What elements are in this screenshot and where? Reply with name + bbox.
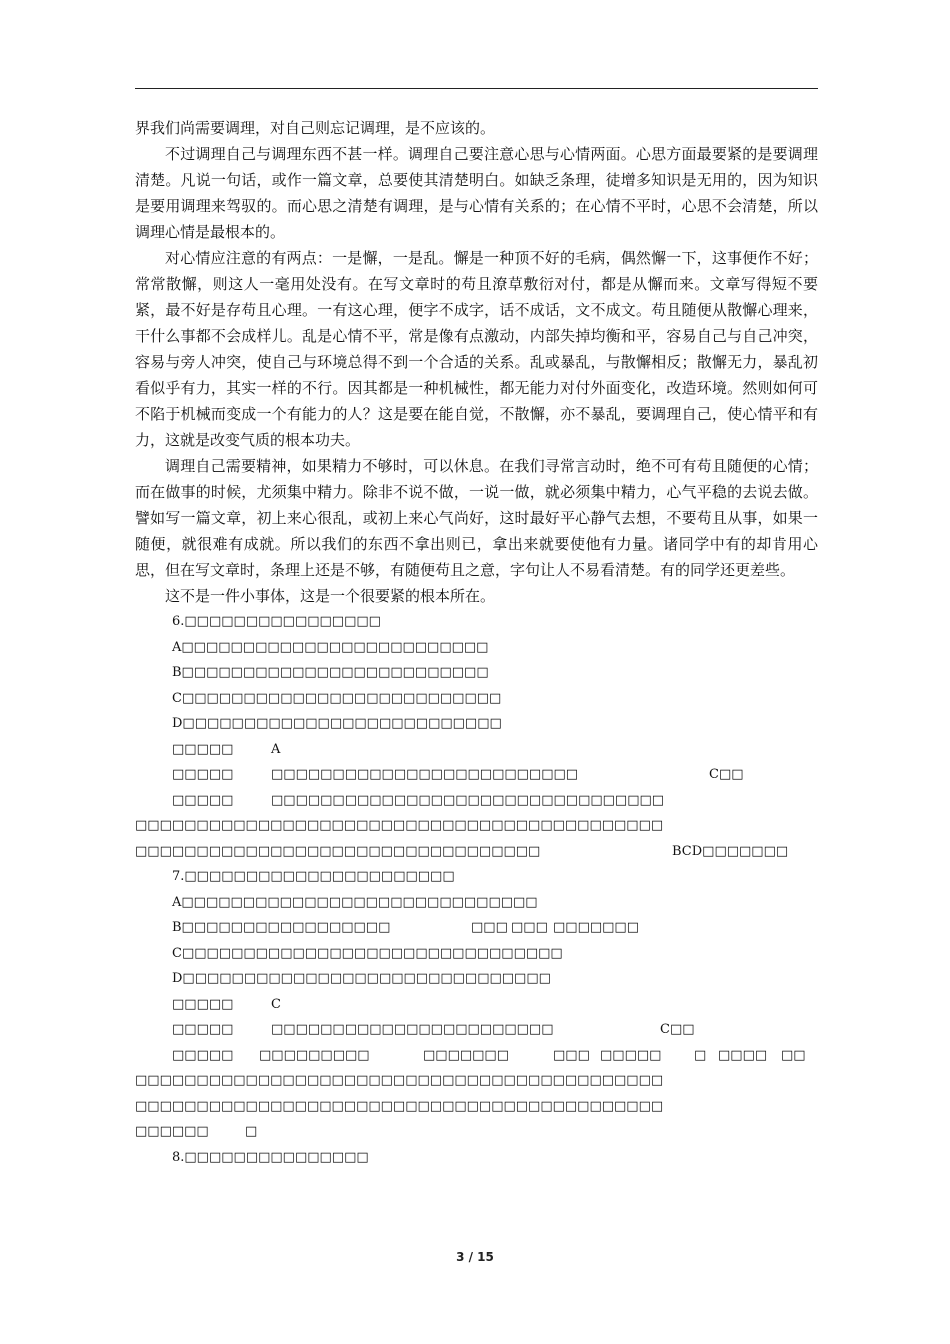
analysis-text: □□□□□□□□□□□□□□□□□□□□□□□□□ bbox=[271, 767, 579, 782]
question-7-explanation bbox=[135, 1043, 818, 1069]
question-6-option-c: C□□□□□□□□□□□□□□□□□□□□□□□□□□ bbox=[172, 690, 502, 706]
question-7-option-c: C□□□□□□□□□□□□□□□□□□□□□□□□□□□□□□□ bbox=[172, 945, 563, 961]
explain-line4-b: □ bbox=[245, 1124, 258, 1139]
analysis-mark: C□□ bbox=[660, 1022, 695, 1037]
explain-part-5: □ bbox=[694, 1047, 707, 1063]
explain-part-4: □□□□□ bbox=[600, 1047, 662, 1063]
answer-label: □□□□□ bbox=[172, 996, 234, 1012]
question-6-option-a: A□□□□□□□□□□□□□□□□□□□□□□□□□ bbox=[172, 639, 489, 655]
question-8-stem: 8.□□□□□□□□□□□□□□□ bbox=[172, 1149, 369, 1165]
question-7-stem: 7.□□□□□□□□□□□□□□□□□□□□□□ bbox=[172, 869, 455, 884]
answer-value: C bbox=[271, 996, 281, 1012]
paragraph-4: 这不是一件小事体，这是一个很要紧的根本所在。 bbox=[165, 587, 496, 605]
explain-mark: BCD□□□□□□□ bbox=[672, 843, 789, 859]
question-6-answer bbox=[135, 737, 818, 763]
paragraph-3: 调理自己需要精神，如果精力不够时，可以休息。在我们寻常言动时，绝不可有苟且随便的心情；而在做事的时候，尤须集中精力。除非不说不做，一说一做，就必须集中精力，心气平稳的去说去做。譬如写一篇文章，初上来心很乱，或初上来心气尚好，这时最好平心静气去想，不要苟且从事，如果一随便，就很难有成就。所以我们的东西不拿出则已，拿出来就要使他有力量。诸同学中有的却肯用心思，但在写文章时，条理上还是不够，有随便苟且之意，字句让人不易看清楚。有的同学还更差些。 bbox=[135, 457, 818, 579]
analysis-label: □□□□□ bbox=[172, 767, 234, 782]
question-6-stem: 6.□□□□□□□□□□□□□□□□ bbox=[172, 614, 381, 629]
question-6-option-b: B□□□□□□□□□□□□□□□□□□□□□□□□□ bbox=[172, 665, 489, 680]
explain-part-2: □□□□□□□ bbox=[423, 1047, 509, 1063]
question-7-answer bbox=[135, 992, 818, 1018]
explain-part-3: □□□ bbox=[553, 1047, 590, 1063]
paragraph-2: 对心情应注意的有两点：一是懈，一是乱。懈是一种顶不好的毛病，偶然懈一下，这事便作不好；常常散懈，则这人一毫用处没有。在写文章时的苟且潦草敷衍对付，都是从懈而来。文章写得短不要紧，最不好是存苟且心理。一有这心理，便字不成字，话不成话，文不成文。苟且随便从散懈心理来，干什么事都不会成样儿。乱是心情不平，常是像有点激动，内部失掉均衡和平，容易自己与自己冲突，容易与旁人冲突，使自己与环境总得不到一个合适的关系。乱或暴乱，与散懈相反；散懈无力，暴乱初看似乎有力，其实一样的不行。因其都是一种机械性，都无能力对付外面变化，改造环境。然则如何可不陷于机械而变成一个有能力的人？这是要在能自觉，不散懈，亦不暴乱，要调理自己，使心情平和有力，这就是改变气质的根本功夫。 bbox=[135, 249, 818, 449]
paragraph-1: 不过调理自己与调理东西不甚一样。调理自己要注意心思与心情两面。心思方面最要紧的是要调理清楚。凡说一句话，或作一篇文章，总要使其清楚明白。如缺乏条理，徒增多知识是无用的，因为知识是要用调理来驾驭的。而心思之清楚有调理，是与心情有关系的；在心情不平时，心思不会清楚，所以调理心情是最根本的。 bbox=[135, 145, 818, 241]
question-7-explain-line2: □□□□□□□□□□□□□□□□□□□□□□□□□□□□□□□□□□□□□□□□□□□ bbox=[135, 1073, 664, 1088]
option-b-part-2: □□□ bbox=[511, 920, 548, 935]
question-6-analysis bbox=[135, 762, 818, 788]
paragraph-0: 界我们尚需要调理，对自己则忘记调理，是不应该的。 bbox=[135, 119, 496, 137]
document-body bbox=[135, 115, 818, 1170]
option-b-text: B□□□□□□□□□□□□□□□□□ bbox=[172, 920, 391, 935]
answer-value: A bbox=[271, 741, 281, 757]
explain-part-1: □□□□□□□□□ bbox=[259, 1047, 370, 1063]
question-7-explain-line3: □□□□□□□□□□□□□□□□□□□□□□□□□□□□□□□□□□□□□□□□□□□ bbox=[135, 1098, 664, 1114]
explain-part-7: □□ bbox=[781, 1047, 806, 1063]
explain-text: □□□□□□□□□□□□□□□□□□□□□□□□□□□□□□□□ bbox=[271, 792, 665, 808]
answer-label: □□□□□ bbox=[172, 741, 234, 757]
option-b-part-1: □□□ bbox=[471, 920, 508, 935]
analysis-text: □□□□□□□□□□□□□□□□□□□□□□□ bbox=[271, 1022, 554, 1037]
question-7-explain-line4 bbox=[135, 1119, 818, 1145]
question-7-analysis bbox=[135, 1017, 818, 1043]
explain-part-6: □□□□ bbox=[718, 1047, 768, 1063]
explain-label: □□□□□ bbox=[172, 792, 234, 808]
question-6-explanation bbox=[135, 788, 818, 814]
explain-line4-a: □□□□□□ bbox=[135, 1124, 209, 1139]
explain-label: □□□□□ bbox=[172, 1047, 234, 1063]
question-7-option-a: A□□□□□□□□□□□□□□□□□□□□□□□□□□□□□ bbox=[172, 894, 538, 910]
question-7 bbox=[135, 864, 818, 1145]
page-number: 3 / 15 bbox=[456, 1250, 494, 1264]
question-6-explain-line2: □□□□□□□□□□□□□□□□□□□□□□□□□□□□□□□□□□□□□□□□□□□ bbox=[135, 818, 664, 833]
question-8 bbox=[135, 1145, 818, 1171]
option-b-part-3: □□□□□□□ bbox=[553, 920, 639, 935]
question-7-option-b bbox=[135, 915, 818, 941]
analysis-mark: C□□ bbox=[709, 767, 744, 782]
header-rule bbox=[135, 88, 818, 89]
question-7-option-d: D□□□□□□□□□□□□□□□□□□□□□□□□□□□□□□ bbox=[172, 971, 551, 986]
analysis-label: □□□□□ bbox=[172, 1022, 234, 1037]
question-6 bbox=[135, 609, 818, 864]
explain-line3: □□□□□□□□□□□□□□□□□□□□□□□□□□□□□□□□□ bbox=[135, 843, 541, 859]
question-6-option-d: D□□□□□□□□□□□□□□□□□□□□□□□□□□ bbox=[172, 716, 502, 731]
question-6-explain-line3-row bbox=[135, 839, 818, 865]
